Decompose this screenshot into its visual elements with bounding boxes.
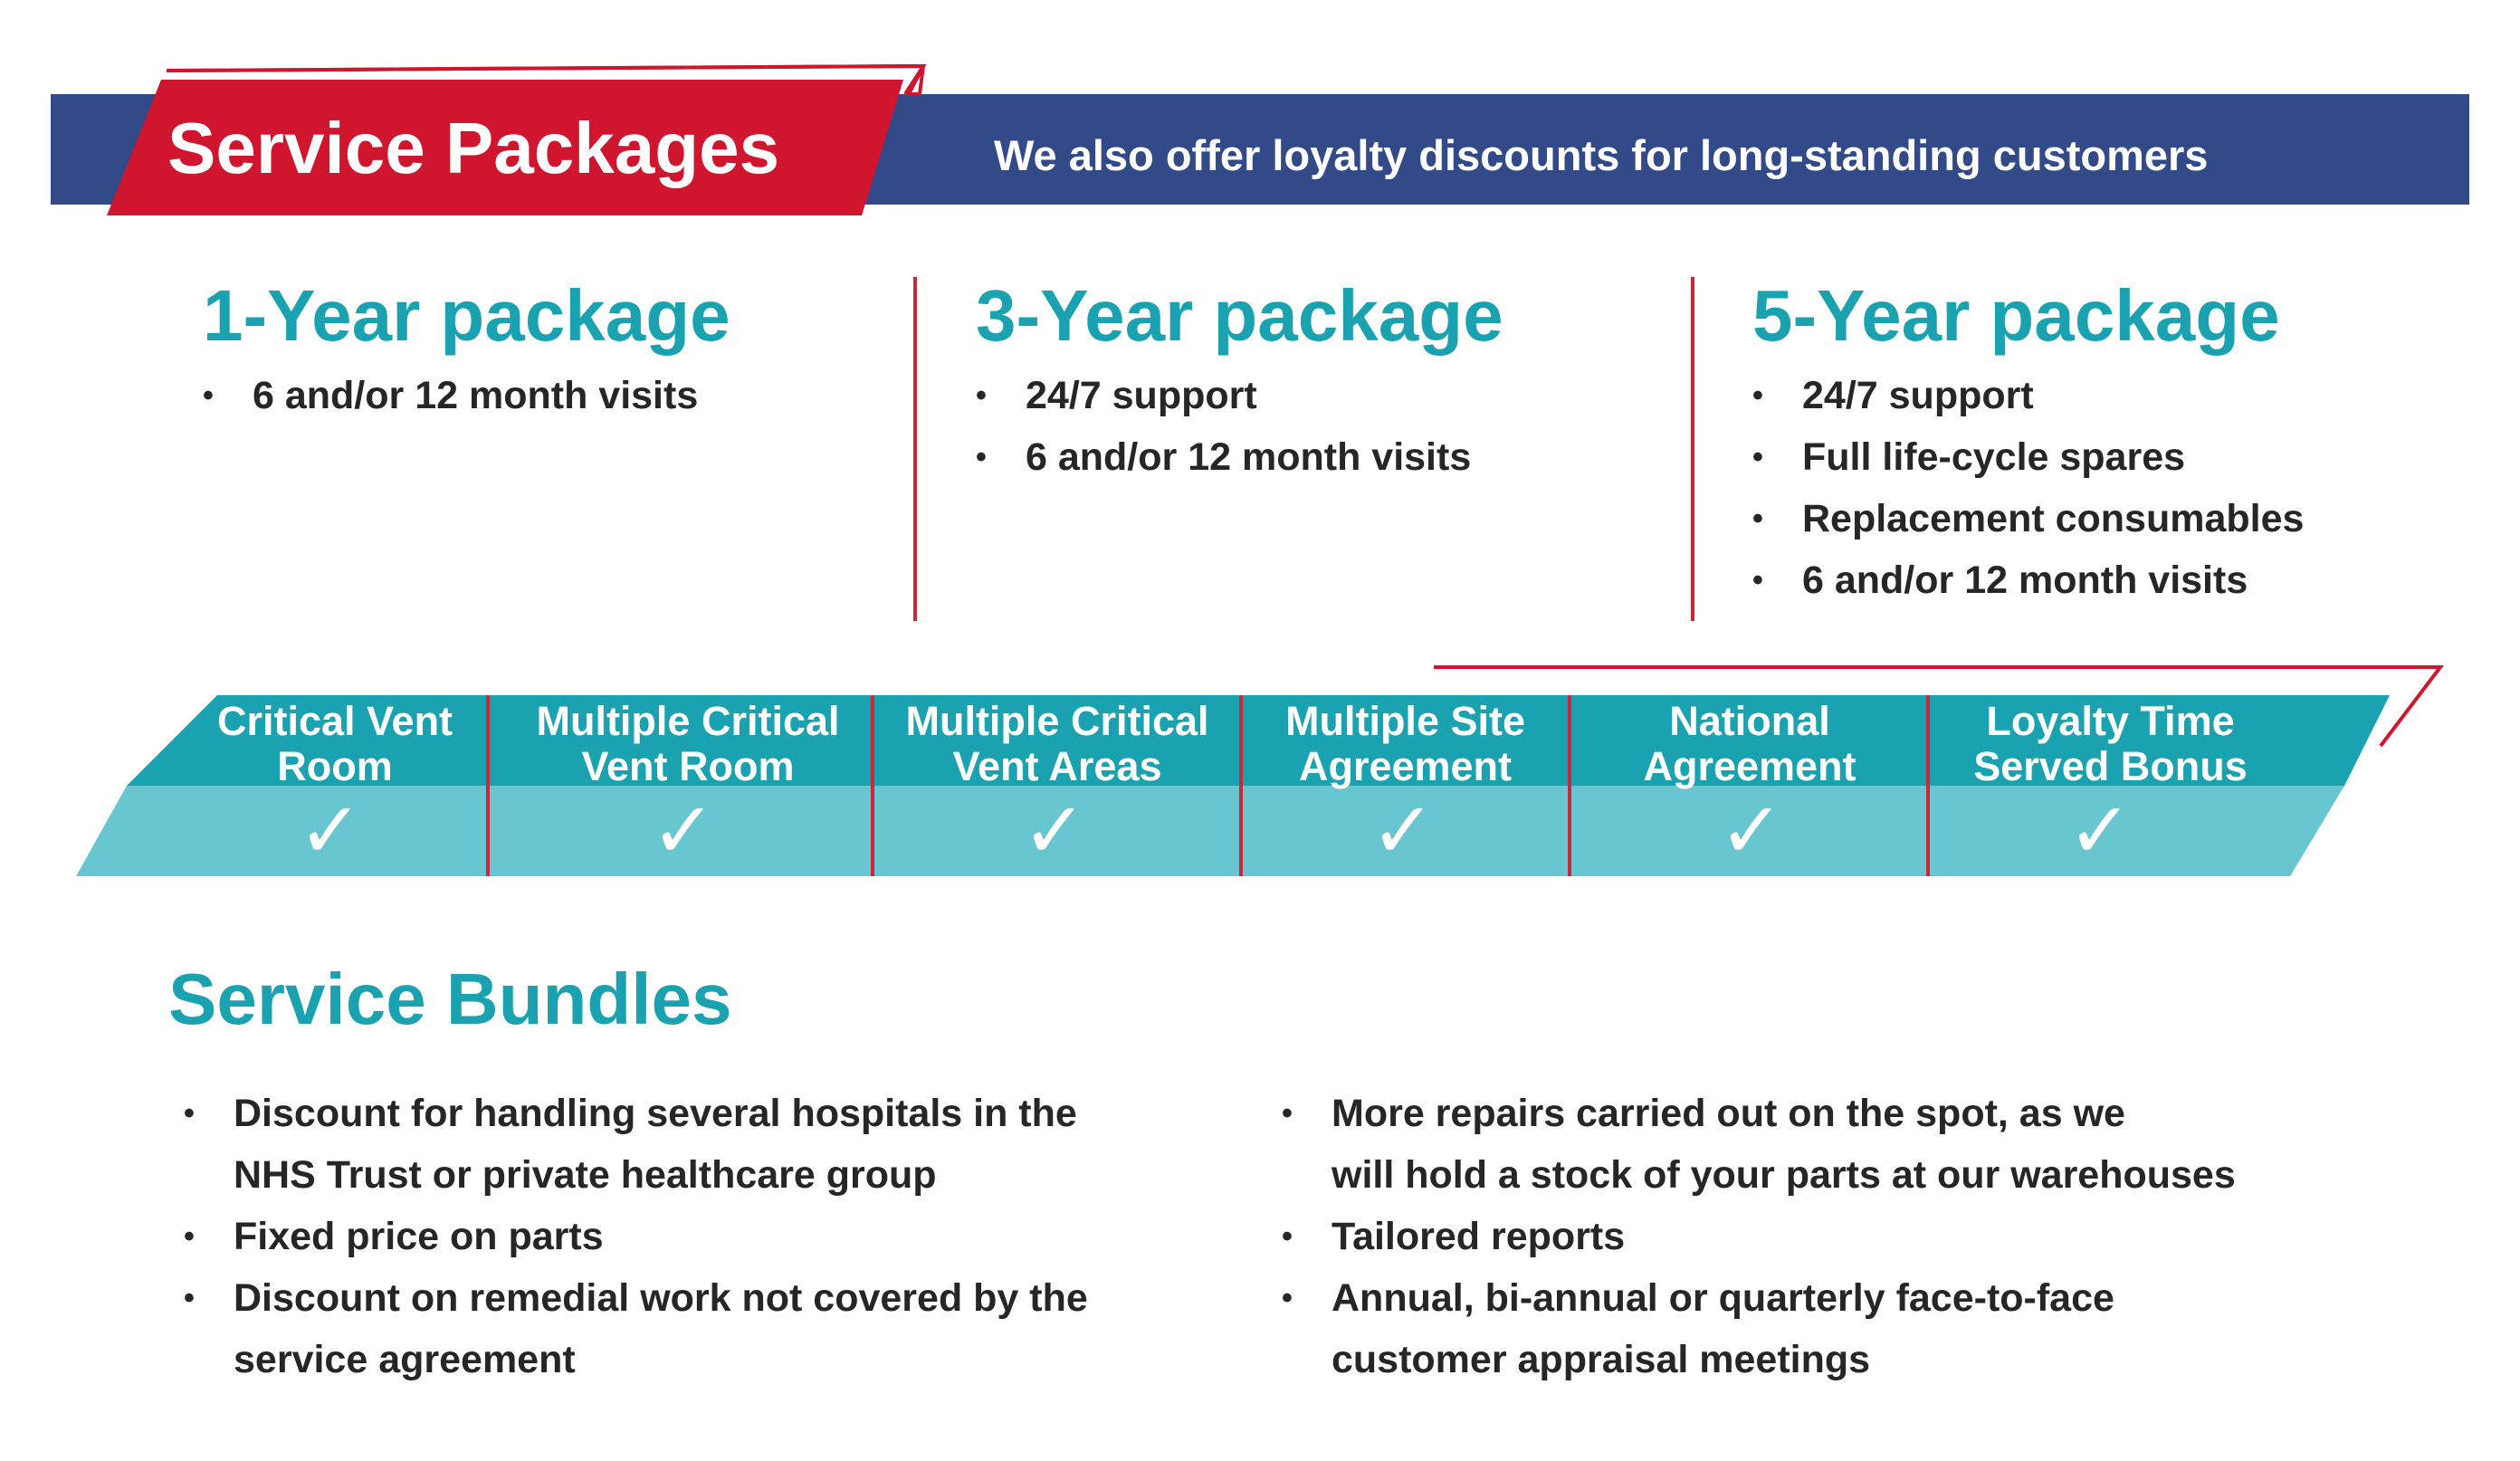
benefit-label: Served Bonus: [1973, 743, 2248, 789]
benefit-label: Room: [277, 743, 393, 789]
package-item: • Replacement consumables: [1752, 488, 2304, 549]
bundle-item-line: • Discount on remedial work not covered by the: [234, 1276, 1088, 1320]
benefit-column-multiple-critical-vent-room: [507, 699, 869, 789]
bundle-item-line: NHS Trust or private healthcare group: [234, 1153, 937, 1197]
bundle-item: [184, 1267, 1088, 1390]
benefit-label: Loyalty Time: [1986, 698, 2235, 744]
header-subtitle: We also offer loyalty discounts for long-standing customers: [994, 131, 2209, 179]
package-title: 3-Year package: [976, 275, 1503, 356]
package-item: • 6 and/or 12 month visits: [1752, 549, 2304, 611]
check-icon: ✓: [297, 786, 364, 876]
bundle-item-line: • Tailored reports: [1332, 1215, 1626, 1258]
benefit-label: Vent Areas: [952, 743, 1162, 789]
benefit-label: Multiple Critical: [905, 698, 1209, 744]
package-item: • 24/7 support: [976, 365, 1503, 426]
benefit-label: Agreement: [1643, 743, 1857, 789]
bundle-item-line: • More repairs carried out on the spot, as we: [1332, 1092, 2125, 1135]
benefit-label: Vent Room: [581, 743, 795, 789]
benefit-column-critical-vent-room: [199, 699, 471, 789]
bundle-item-line: will hold a stock of your parts at our warehouses: [1332, 1153, 2236, 1197]
bundles-title: Service Bundles: [168, 959, 732, 1039]
benefit-label: Multiple Critical: [536, 698, 840, 744]
bundles-list-right: [1282, 1083, 2236, 1390]
package-title: 1-Year package: [203, 275, 730, 356]
bundle-item: [1282, 1206, 2236, 1267]
check-icon: ✓: [2067, 786, 2133, 876]
check-icon: ✓: [650, 786, 717, 876]
benefit-label: Multiple Site: [1284, 698, 1525, 744]
bundle-item: [184, 1083, 1088, 1206]
benefit-column-national-agreement: [1573, 699, 1926, 789]
benefit-label: Agreement: [1298, 743, 1513, 789]
benefit-column-multiple-critical-vent-areas: [876, 699, 1238, 789]
bundle-item: [1282, 1267, 2236, 1390]
package-item: • 6 and/or 12 month visits: [203, 365, 730, 426]
check-icon: ✓: [1718, 786, 1785, 876]
page-title: Service Packages: [167, 108, 780, 188]
check-icon: ✓: [1021, 786, 1088, 876]
package-title: 5-Year package: [1752, 275, 2280, 356]
bundle-item: [184, 1206, 1088, 1267]
bundles-list-left: [184, 1083, 1088, 1390]
bundle-item-line: • Discount for handling several hospitals in the: [234, 1092, 1077, 1135]
package-item: • Full life-cycle spares: [1752, 426, 2304, 488]
package-item: • 6 and/or 12 month visits: [976, 426, 1503, 488]
bundle-item-line: • Annual, bi-annual or quarterly face-to-face: [1332, 1276, 2114, 1320]
package-item: • 24/7 support: [1752, 365, 2304, 426]
benefit-label: Critical Vent: [216, 698, 453, 744]
check-icon: ✓: [1370, 786, 1437, 876]
bundle-item-line: service agreement: [234, 1338, 576, 1381]
bundle-item-line: • Fixed price on parts: [234, 1215, 604, 1258]
benefit-column-multiple-site-agreement: [1245, 699, 1566, 789]
bundle-item: [1282, 1083, 2236, 1206]
benefit-column-loyalty-time-served-bonus: [1932, 699, 2289, 789]
benefit-label: National: [1669, 698, 1830, 744]
bundle-item-line: customer appraisal meetings: [1332, 1338, 1871, 1381]
band-check-row: [76, 786, 2344, 876]
